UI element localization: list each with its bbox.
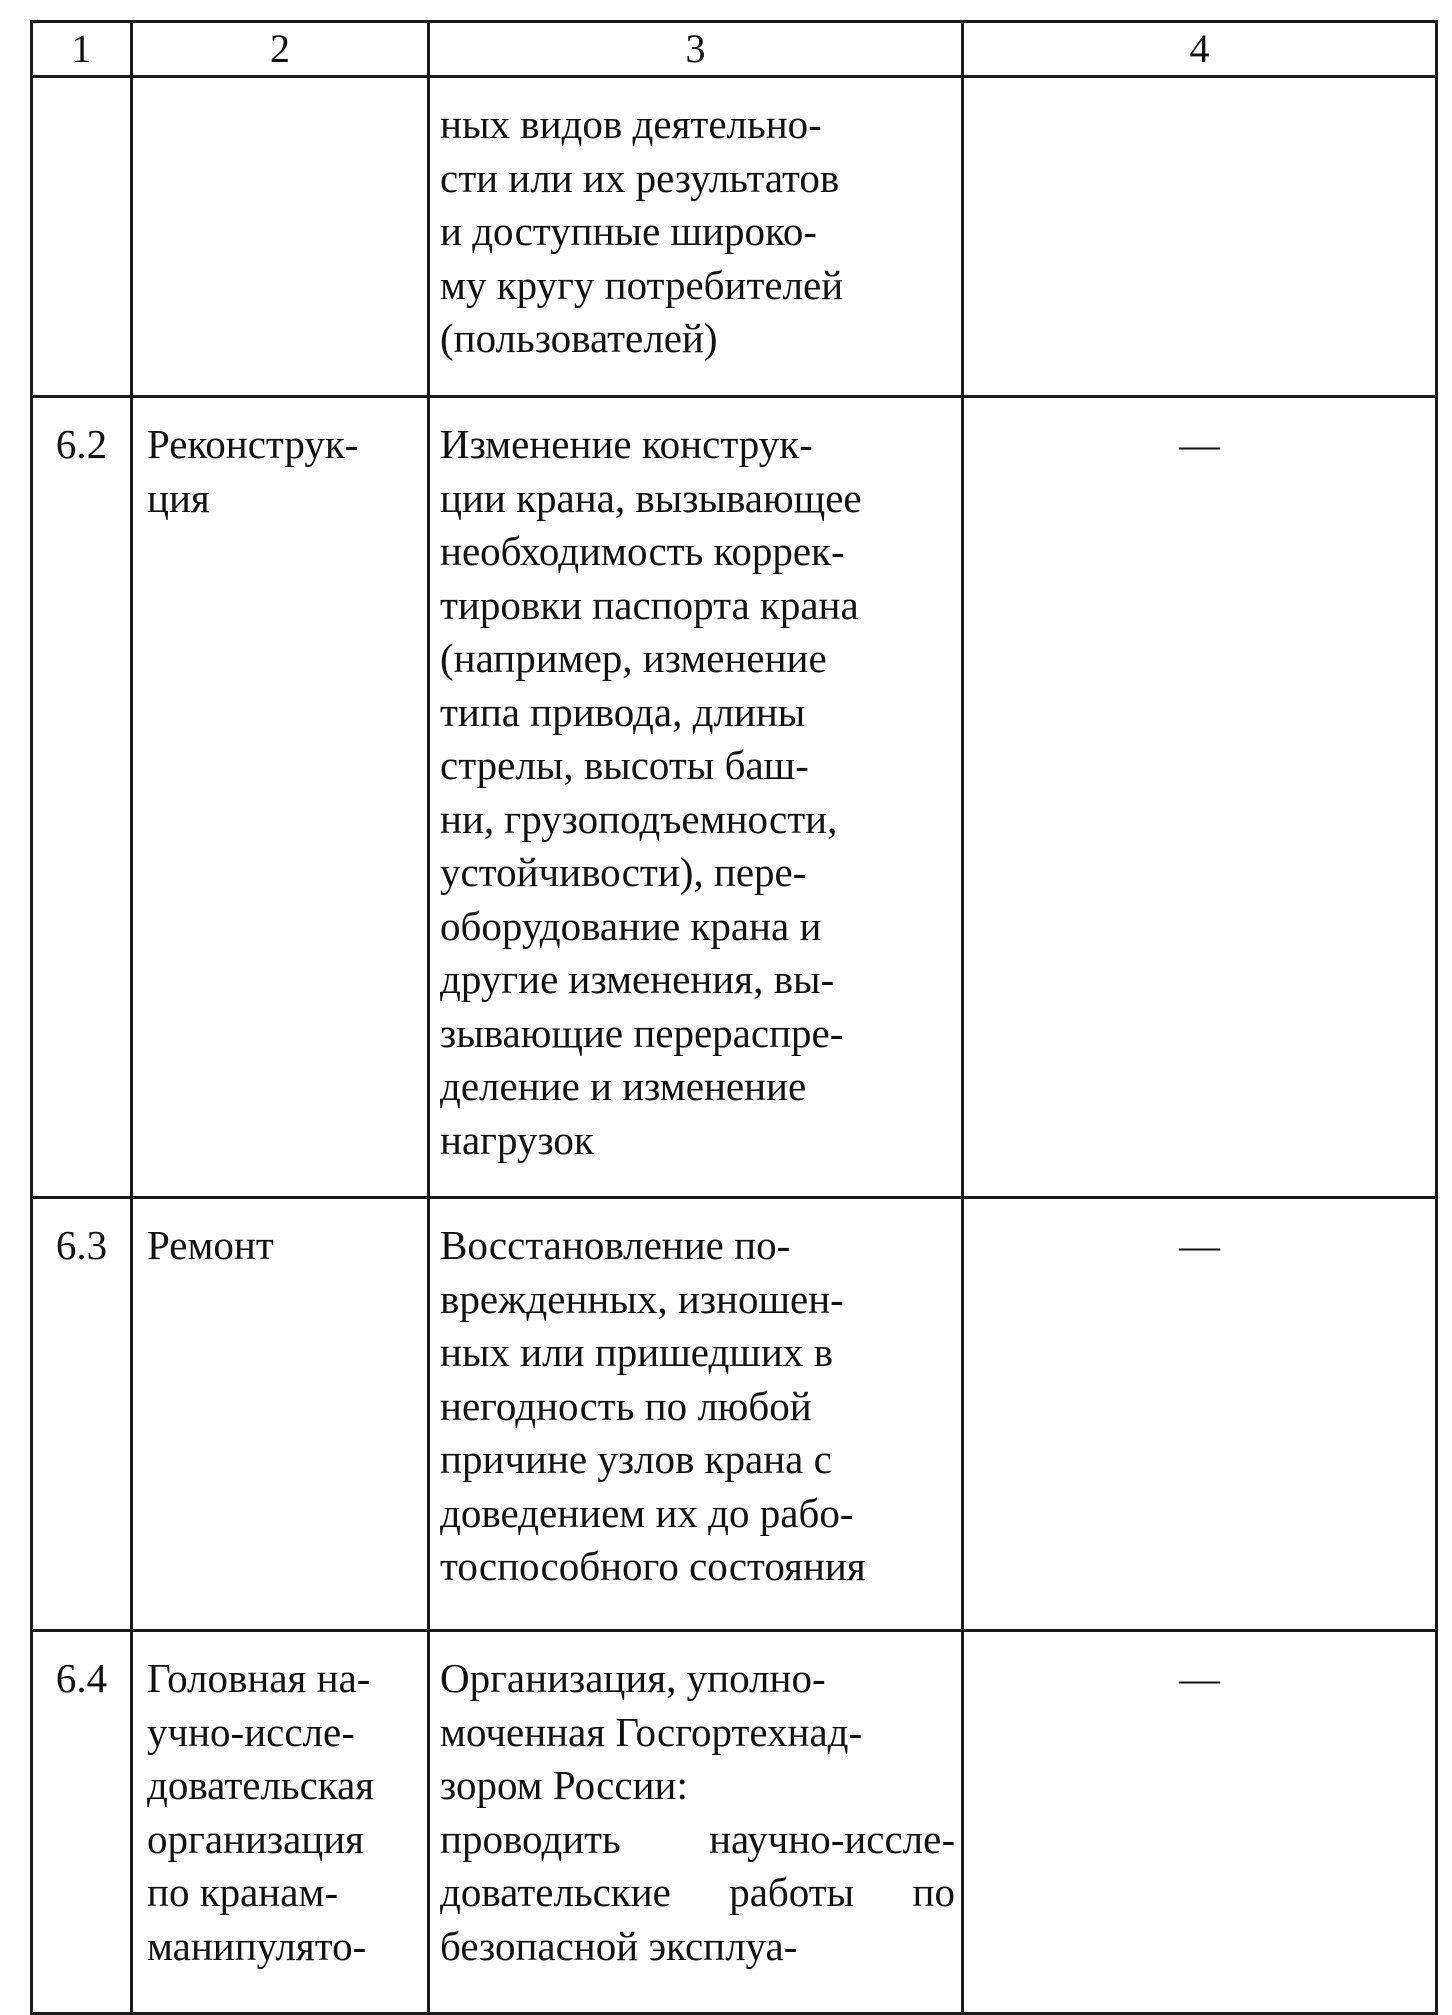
terms-table <box>30 20 1438 2015</box>
definition-cell <box>429 1198 963 1631</box>
definition-line: ных видов деятельно- <box>440 101 822 147</box>
table-header-row <box>32 22 1437 77</box>
definition-line: ных или пришедших в <box>440 1329 833 1375</box>
definition-line: ни, грузоподъемности, <box>440 795 838 842</box>
column-header-2: 2 <box>132 22 429 77</box>
definition-line: Восстановление по- <box>440 1222 791 1268</box>
column-header-4: 4 <box>963 22 1437 77</box>
definition-line: устойчивости), пере- <box>440 849 807 895</box>
note-dash: — <box>1179 1222 1220 1268</box>
definition-line: Организация, уполно- <box>440 1655 826 1701</box>
definition-line: тировки паспорта крана <box>440 581 859 628</box>
note-cell <box>963 397 1437 1198</box>
definition-line: проводить научно-иссле- <box>440 1815 955 1862</box>
column-header-3: 3 <box>429 22 963 77</box>
row-number-cell: 6.4 <box>32 1631 132 2014</box>
row-number-cell: 6.3 <box>32 1198 132 1631</box>
definition-line: доведением их до рабо- <box>440 1489 854 1536</box>
note-cell <box>963 1198 1437 1631</box>
definition-line: и доступные широко- <box>440 208 818 254</box>
definition-line: сти или их результатов <box>440 154 840 201</box>
definition-line: врежденных, изношен- <box>440 1275 844 1322</box>
note-dash: — <box>1179 1655 1220 1701</box>
table-row <box>32 1198 1437 1631</box>
definition-line: другие изменения, вы- <box>440 956 835 1002</box>
term-line: довательская <box>147 1762 375 1808</box>
definition-line: стрелы, высоты баш- <box>440 742 809 788</box>
definition-line: безопасной эксплуа- <box>440 1922 798 1969</box>
definition-line: (например, изменение <box>440 635 827 681</box>
table-row <box>32 1631 1437 2014</box>
definition-line: нагрузок <box>440 1116 594 1163</box>
definition-line: ции крана, вызывающее <box>440 474 862 521</box>
row-number-cell <box>32 77 132 397</box>
note-dash: — <box>1179 421 1220 467</box>
term-cell <box>132 1198 429 1631</box>
definition-line: зывающие перераспре- <box>440 1009 844 1056</box>
term-line: манипулято- <box>147 1922 367 1969</box>
term-line: по кранам- <box>147 1869 339 1915</box>
table-row <box>32 77 1437 397</box>
definition-line: оборудование крана и <box>440 902 822 949</box>
term-line: ция <box>147 474 210 521</box>
definition-line: деление и изменение <box>440 1063 807 1109</box>
term-cell <box>132 77 429 397</box>
definition-line: тоспособного состояния <box>440 1543 866 1589</box>
definition-cell <box>429 397 963 1198</box>
column-header-1: 1 <box>32 22 132 77</box>
definition-line: довательские работы по <box>440 1869 955 1915</box>
definition-line: типа привода, длины <box>440 688 806 735</box>
row-number-cell: 6.2 <box>32 397 132 1198</box>
term-line: Реконструк- <box>147 421 359 467</box>
term-line: Ремонт <box>147 1222 274 1268</box>
term-cell <box>132 1631 429 2014</box>
term-cell <box>132 397 429 1198</box>
note-cell <box>963 1631 1437 2014</box>
definition-line: негодность по любой <box>440 1382 812 1429</box>
definition-line: зором России: <box>440 1762 688 1808</box>
term-line: Головная на- <box>147 1655 371 1701</box>
definition-line: моченная Госгортехнад- <box>440 1708 863 1755</box>
note-cell <box>963 77 1437 397</box>
table-row <box>32 397 1437 1198</box>
definition-line: необходимость коррек- <box>440 528 845 574</box>
term-line: учно-иссле- <box>147 1708 355 1755</box>
definition-cell <box>429 1631 963 2014</box>
definition-line: му кругу потребителей <box>440 261 844 308</box>
definition-line: причине узлов крана с <box>440 1436 832 1482</box>
definition-cell <box>429 77 963 397</box>
term-line: организация <box>147 1815 365 1862</box>
definition-line: Изменение конструк- <box>440 421 813 467</box>
definition-line: (пользователей) <box>440 315 718 361</box>
